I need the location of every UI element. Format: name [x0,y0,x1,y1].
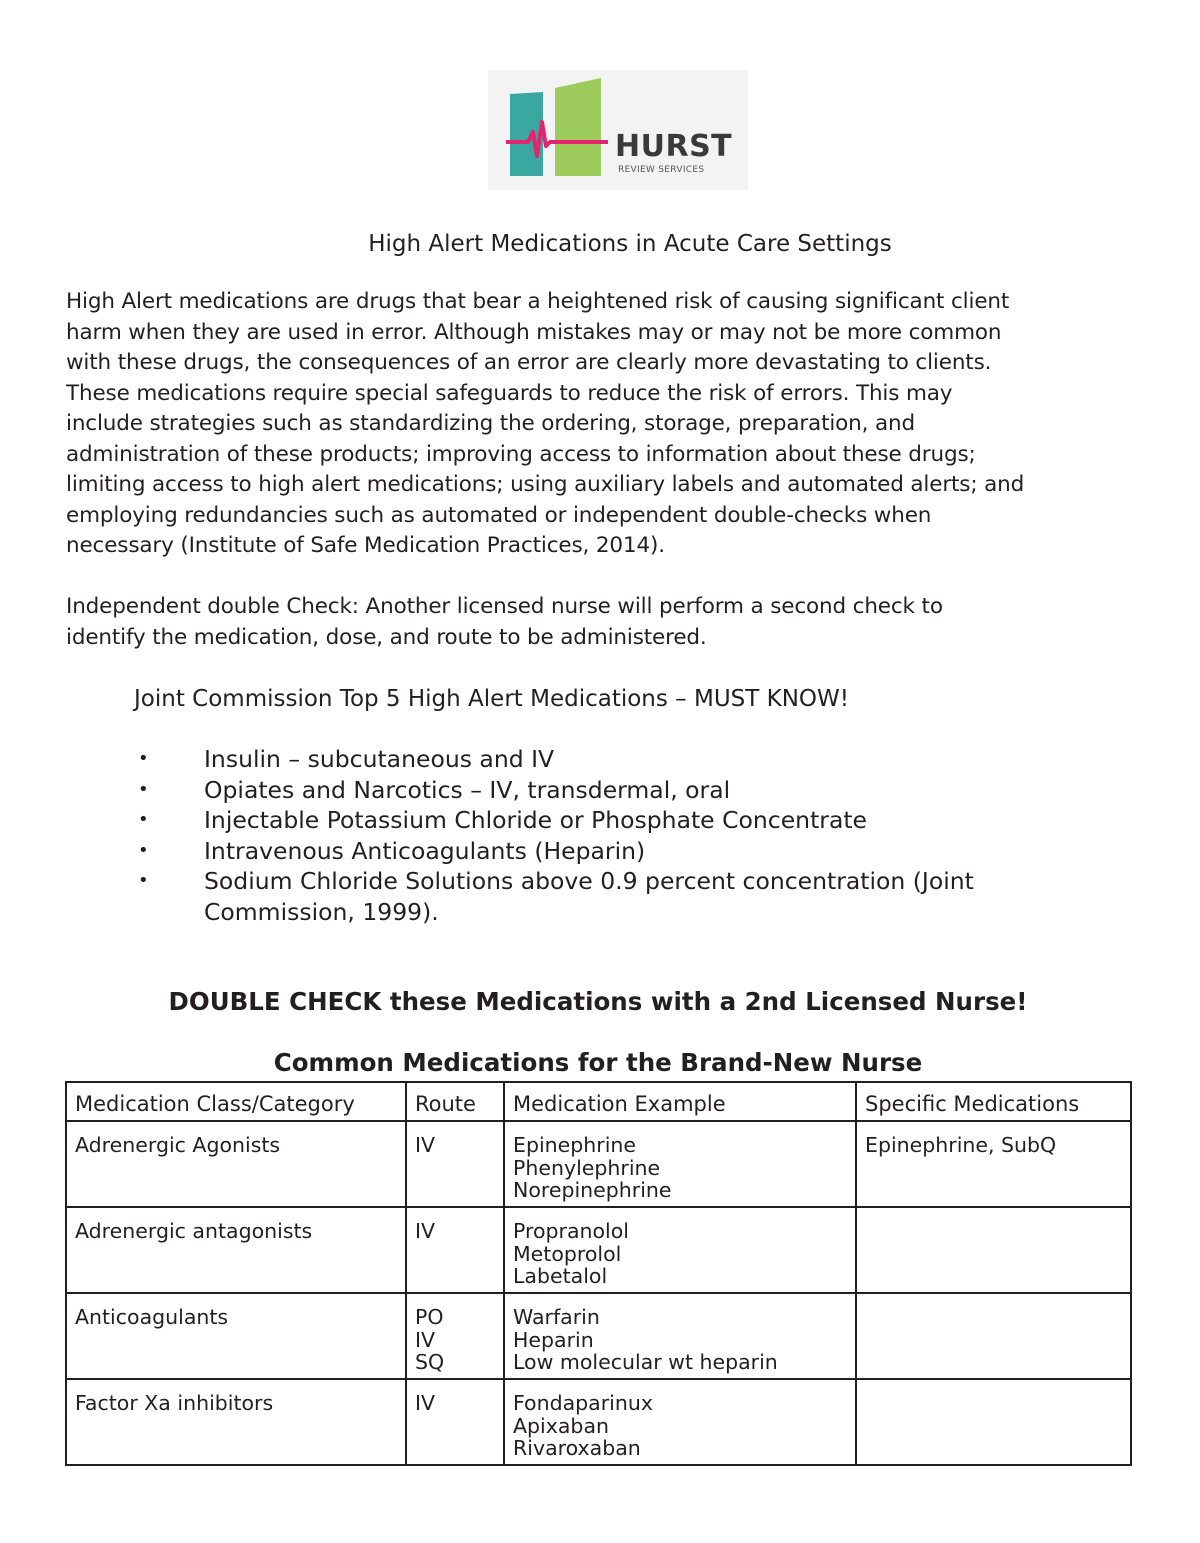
table-row [66,1121,1131,1207]
route-cell [406,1379,504,1465]
bullet-icon: • [138,839,149,861]
medication-example: Epinephrine [513,1133,636,1157]
medication-example-cell [504,1293,856,1379]
medication-example-cell [504,1207,856,1293]
medication-example: Metoprolol [513,1241,622,1266]
list-item-text: Insulin – subcutaneous and IV [204,745,555,773]
list-item [134,805,1084,836]
list-item [134,836,1084,867]
intro-line: These medications require special safeguards to reduce the risk of errors. This may [66,380,953,406]
intro-line: employing redundancies such as automated or independent double-checks when [66,502,932,528]
route-value: IV [415,1219,436,1243]
list-item-text: Injectable Potassium Chloride or Phosphate Concentrate [204,806,868,834]
medication-example-cell [504,1379,856,1465]
route-cell [406,1293,504,1379]
list-item [134,775,1084,806]
intro-line: limiting access to high alert medications; using auxiliary labels and automated alerts; and [66,472,1025,497]
hurst-logo [488,70,748,190]
medication-example: Rivaroxaban [513,1436,641,1460]
table-row [66,1293,1131,1379]
double-check-definition [66,592,1146,653]
route-value: SQ [415,1350,445,1374]
intro-line: administration of these products; improving access to information about these drugs; [66,441,976,467]
intro-line: necessary (Institute of Safe Medication Practices, 2014). [66,533,665,558]
medication-example: Norepinephrine [513,1178,672,1202]
intro-paragraph [66,287,1146,562]
logo-green-panel [555,78,601,176]
medication-example: Propranolol [513,1219,629,1243]
medication-example: Heparin [513,1327,594,1352]
specific-medications-cell: Epinephrine, SubQ [856,1121,1131,1207]
column-header: Medication Class/Category [66,1082,406,1121]
bullet-icon: • [138,870,149,891]
medication-class-cell: Factor Xa inhibitors [66,1379,406,1465]
route-cell [406,1121,504,1207]
medication-example: Apixaban [513,1413,609,1438]
column-header: Medication Example [504,1082,856,1121]
definition-line: identify the medication, dose, and route to be administered. [66,624,707,650]
list-item-text: Opiates and Narcotics – IV, transdermal, oral [204,775,731,804]
medication-example: Phenylephrine [513,1155,661,1180]
list-item-text: Intravenous Anticoagulants (Heparin) [204,836,646,865]
medication-example: Low molecular wt heparin [513,1350,778,1374]
route-value: IV [415,1391,436,1415]
intro-line: with these drugs, the consequences of an error are clearly more devastating to clients. [66,350,992,375]
medication-example: Labetalol [513,1264,608,1288]
intro-line: harm when they are used in error. Although mistakes may or may not be more common [66,319,1002,345]
logo-teal-panel [510,92,543,176]
column-header: Specific Medications [856,1082,1131,1121]
logo-tagline: REVIEW SERVICES [618,165,705,175]
joint-commission-heading: Joint Commission Top 5 High Alert Medications – MUST KNOW! [134,686,849,712]
table-row [66,1379,1131,1465]
list-item-text: Sodium Chloride Solutions above 0.9 percent concentration (Joint [204,867,974,895]
table-header-row [66,1082,1131,1121]
medication-example: Fondaparinux [513,1391,653,1415]
specific-medications-cell [856,1293,1131,1379]
medication-example: Warfarin [513,1305,600,1329]
page-title: High Alert Medications in Acute Care Settings [368,231,892,257]
column-header: Route [406,1082,504,1121]
medication-class-cell: Adrenergic antagonists [66,1207,406,1293]
medication-example-cell [504,1121,856,1207]
definition-line: Independent double Check: Another licensed nurse will perform a second check to [66,594,943,619]
route-value: IV [415,1327,436,1352]
bullet-icon: • [138,778,149,800]
table-row [66,1207,1131,1293]
list-item [134,866,1084,927]
medications-table [65,1081,1132,1466]
double-check-heading: DOUBLE CHECK these Medications with a 2nd Licensed Nurse! [168,987,1028,1016]
list-item [134,744,1084,775]
intro-line: include strategies such as standardizing the ordering, storage, preparation, and [66,411,916,436]
table-title: Common Medications for the Brand-New Nurse [273,1048,923,1077]
route-cell [406,1207,504,1293]
route-value: PO [415,1305,444,1329]
medication-class-cell: Anticoagulants [66,1293,406,1379]
medication-class-cell: Adrenergic Agonists [66,1121,406,1207]
logo-wordmark: HURST [615,129,733,164]
intro-line: High Alert medications are drugs that bear a heightened risk of causing significant client [66,289,1010,314]
specific-medications-cell [856,1207,1131,1293]
list-item-text: Commission, 1999). [204,897,439,926]
specific-medications-cell [856,1379,1131,1465]
bullet-icon: • [138,748,149,769]
bullet-icon: • [138,809,149,830]
route-value: IV [415,1133,436,1157]
high-alert-list [134,744,1084,927]
